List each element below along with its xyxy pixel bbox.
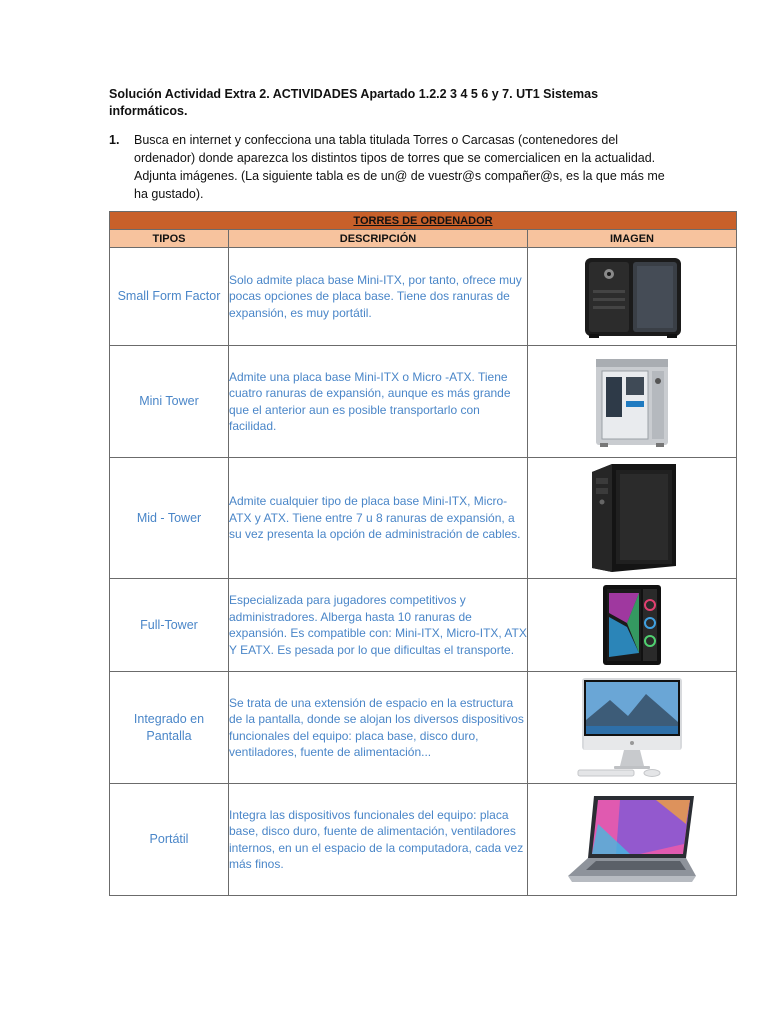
table-title-row xyxy=(110,212,737,230)
table-row xyxy=(110,672,737,784)
image-cell xyxy=(528,784,737,896)
type-cell: Integrado en Pantalla xyxy=(110,672,229,784)
image-cell xyxy=(528,346,737,458)
table-row xyxy=(110,784,737,896)
question-1 xyxy=(109,131,669,203)
type-cell: Mini Tower xyxy=(110,346,229,458)
all-in-one-icon xyxy=(570,676,694,780)
description-cell: Especializada para jugadores competitivos y administradores. Alberga hasta 10 ranuras de expansión. Es compatible con: Mini-ITX, Micro-ITX, ATX Y EATX. Es pesada por lo que dificultas el transporte. xyxy=(229,579,528,672)
table-row xyxy=(110,579,737,672)
table-title: TORRES DE ORDENADOR xyxy=(110,212,737,230)
mid-tower-icon xyxy=(582,462,682,574)
header-descripcion: DESCRIPCIÓN xyxy=(229,230,528,248)
description-cell: Admite una placa base Mini-ITX o Micro -ATX. Tiene cuatro ranuras de expansión, aunque es más grande que el anterior aun es posible transportarlo con facilidad. xyxy=(229,346,528,458)
type-cell: Full-Tower xyxy=(110,579,229,672)
type-cell: Portátil xyxy=(110,784,229,896)
table-header-row xyxy=(110,230,737,248)
image-cell xyxy=(528,672,737,784)
question-number: 1. xyxy=(109,133,120,147)
document-title: Solución Actividad Extra 2. ACTIVIDADES Apartado 1.2.2 3 4 5 6 y 7. UT1 Sistemas informáticos. xyxy=(109,87,599,118)
question-text: Busca en internet y confecciona una tabla titulada Torres o Carcasas (contenedores del ordenador) donde aparezca los distintos tipos de torres que se comercialicen en la actualidad. Adjunta imágenes. (La siguiente tabla es de un@ de vuestr@s compañer@s, es la que más me ha gustado). xyxy=(134,133,665,201)
cube-case-icon xyxy=(577,254,687,340)
table-row xyxy=(110,248,737,346)
table-row xyxy=(110,458,737,579)
description-cell: Solo admite placa base Mini-ITX, por tanto, ofrece muy pocas opciones de placa base. Tiene dos ranuras de expansión, es muy portátil. xyxy=(229,248,528,346)
header-imagen: IMAGEN xyxy=(528,230,737,248)
towers-table xyxy=(109,211,737,896)
mini-tower-icon xyxy=(582,355,682,449)
description-cell: Se trata de una extensión de espacio en la estructura de la pantalla, donde se alojan los diversos dispositivos funcionales del equipo: placa base, disco duro, ventiladores, fuente de alimentación... xyxy=(229,672,528,784)
description-cell: Integra las dispositivos funcionales del equipo: placa base, disco duro, fuente de alimentación, ventiladores internos, en un el espacio de la computadora, cada vez más finos. xyxy=(229,784,528,896)
image-cell xyxy=(528,458,737,579)
table-row xyxy=(110,346,737,458)
description-cell: Admite cualquier tipo de placa base Mini-ITX, Micro- ATX y ATX. Tiene entre 7 u 8 ranuras de expansión, a su vez presenta la opción de administración de cables. xyxy=(229,458,528,579)
image-cell xyxy=(528,579,737,672)
header-tipos: TIPOS xyxy=(110,230,229,248)
type-cell: Mid - Tower xyxy=(110,458,229,579)
image-cell xyxy=(528,248,737,346)
full-tower-icon xyxy=(597,583,667,667)
type-cell: Small Form Factor xyxy=(110,248,229,346)
laptop-icon xyxy=(560,794,704,886)
